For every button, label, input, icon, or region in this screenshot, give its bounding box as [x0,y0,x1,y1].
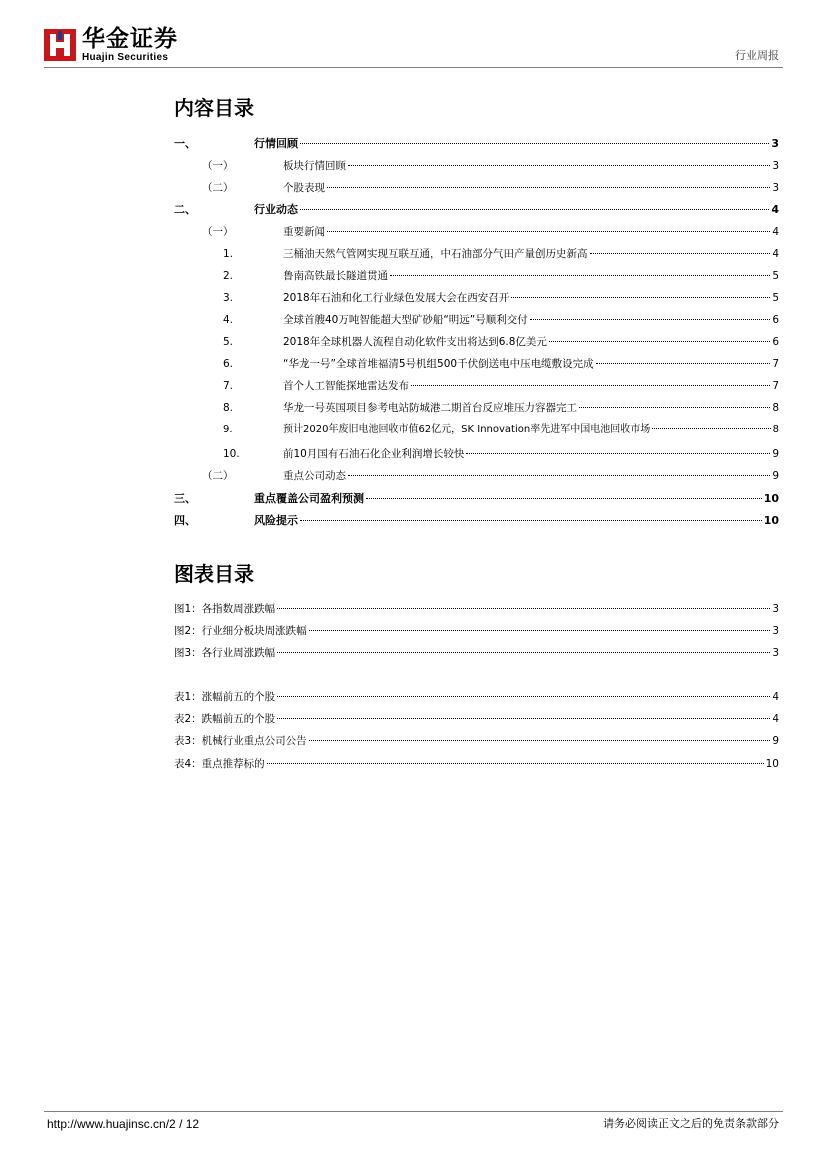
dot-leader [596,363,771,364]
dot-leader [466,453,770,454]
dot-leader [327,231,770,232]
toc-entry[interactable] [174,400,779,416]
dot-leader [530,319,771,320]
toc-entry-text: 行业动态 [254,203,298,216]
toc-entry[interactable] [174,158,779,174]
toc-entry-number: 10. [223,448,240,460]
company-name-en: Huajin Securities [82,52,169,63]
figure-entry-text: 图3：各行业周涨跌幅 [174,647,276,659]
table-entry-page: 4 [772,691,779,703]
dot-leader [300,520,762,521]
toc-entry-text: 首个人工智能探地雷达发布 [283,380,409,392]
toc-entry-page: 8 [772,402,779,414]
table-entry-text: 表2：跌幅前五的个股 [174,713,276,725]
dot-leader [300,209,769,210]
toc-entry-text: “华龙一号”全球首堆福清5号机组500千伏倒送电中压电缆敷设完成 [283,358,594,370]
dot-leader [348,475,770,476]
toc-entry-number: （一） [202,160,234,172]
toc-entry-number: 9. [223,424,233,435]
toc-entry-page: 5 [772,292,779,304]
toc-entry-number: （一） [202,226,234,238]
toc-entry-number: （二） [202,182,234,194]
figure-entry-page: 3 [772,647,779,659]
dot-leader [277,696,770,697]
dot-leader [390,275,770,276]
toc-entry-text: 风险提示 [254,514,298,527]
dot-leader [590,253,771,254]
toc-entry-text: 华龙一号英国项目参考电站防城港二期首台反应堆压力容器完工 [283,402,577,414]
toc-entry-text: 鲁南高铁最长隧道贯通 [283,270,388,282]
table-entry-page: 4 [772,713,779,725]
toc-entry-page: 10 [763,514,779,527]
toc-entry-text: 预计2020年废旧电池回收市值62亿元，SK Innovation率先进军中国电池回收市场 [283,424,651,435]
toc-entry-number: 1. [223,248,234,260]
figure-entry-page: 3 [772,603,779,615]
dot-leader [579,407,770,408]
toc-entry-number: 6. [223,358,234,370]
dot-leader [309,630,771,631]
toc-entry-number: 二、 [174,203,196,216]
dot-leader [277,652,770,653]
dot-leader [277,608,770,609]
toc-entry-page: 3 [772,182,779,194]
toc-entry[interactable] [174,180,779,196]
toc-entry-text: 2018年石油和化工行业绿色发展大会在西安召开 [283,292,510,304]
toc-entry-page: 9 [772,448,779,460]
dot-leader [277,718,770,719]
toc-entry-page: 7 [772,358,779,370]
toc-entry-page: 10 [763,492,779,505]
toc-entry-page: 4 [772,248,779,260]
toc-entry[interactable] [174,468,779,484]
toc-entry-page: 6 [772,314,779,326]
toc-entry-number: 4. [223,314,234,326]
toc-entry-number: （二） [202,470,234,482]
toc-entry-page: 3 [772,160,779,172]
report-type: 行业周报 [735,49,779,62]
toc-entry-text: 个股表现 [283,182,325,194]
toc-entry-number: 2. [223,270,234,282]
footer-url-page: http://www.huajinsc.cn/2 / 12 [47,1117,200,1131]
toc-entry[interactable] [174,224,779,240]
table-entry[interactable] [174,689,779,705]
toc-entry-number: 8. [223,402,234,414]
toc-entry[interactable] [174,290,779,306]
table-entry-text: 表4：重点推荐标的 [174,758,265,770]
toc-entry[interactable] [174,446,779,462]
table-entry-text: 表1：涨幅前五的个股 [174,691,276,703]
figure-entry-text: 图2：行业细分板块周涨跌幅 [174,625,307,637]
dot-leader [366,498,762,499]
toc-entry[interactable] [174,422,779,438]
toc-entry-text: 前10月国有石油石化企业利润增长较快 [283,448,465,460]
toc-entry[interactable] [174,334,779,350]
dot-leader [300,143,769,144]
dot-leader [549,341,770,342]
table-entry-page: 10 [765,758,779,770]
toc-entry[interactable] [174,246,779,262]
huajin-logo-icon [44,29,76,61]
header-divider [44,67,783,68]
toc-entry-number: 三、 [174,492,196,505]
toc-entry-text: 全球首艘40万吨智能超大型矿砂船“明远”号顺利交付 [283,314,528,326]
toc-entry-page: 8 [772,424,779,435]
toc-title: 内容目录 [174,96,254,120]
toc-entry-page: 9 [772,470,779,482]
figure-entry[interactable] [174,601,779,617]
dot-leader [267,763,764,764]
figure-entry-text: 图1：各指数周涨跌幅 [174,603,276,615]
figure-entry[interactable] [174,645,779,661]
toc-entry-page: 4 [772,226,779,238]
toc-entry[interactable] [174,491,779,507]
toc-entry-page: 7 [772,380,779,392]
toc-entry-text: 重要新闻 [283,226,325,238]
toc-entry[interactable] [174,312,779,328]
table-entry[interactable] [174,756,779,772]
footer-disclaimer: 请务必阅读正文之后的免责条款部分 [603,1117,779,1130]
figure-entry-page: 3 [772,625,779,637]
toc-entry[interactable] [174,268,779,284]
dot-leader [652,428,770,429]
toc-entry-page: 3 [771,137,779,150]
dot-leader [309,740,771,741]
toc-entry-text: 板块行情回顾 [283,160,346,172]
toc-entry-number: 7. [223,380,234,392]
dot-leader [327,187,770,188]
company-name-cn: 华金证券 [82,26,178,52]
table-entry-text: 表3：机械行业重点公司公告 [174,735,307,747]
toc-entry[interactable] [174,378,779,394]
toc-entry-page: 6 [772,336,779,348]
toc-entry-page: 5 [772,270,779,282]
toc-entry[interactable] [174,356,779,372]
dot-leader [348,165,770,166]
toc-entry[interactable] [174,513,779,529]
figure-entry[interactable] [174,623,779,639]
table-entry[interactable] [174,733,779,749]
table-entry-page: 9 [772,735,779,747]
toc-entry-text: 重点覆盖公司盈利预测 [254,492,364,505]
toc-entry-number: 一、 [174,137,196,150]
toc-entry-text: 重点公司动态 [283,470,346,482]
dot-leader [511,297,770,298]
toc-entry-number: 3. [223,292,234,304]
toc-entry[interactable] [174,136,779,152]
figures-toc-title: 图表目录 [174,562,254,586]
toc-entry-page: 4 [771,203,779,216]
toc-entry-number: 四、 [174,514,196,527]
table-entry[interactable] [174,711,779,727]
dot-leader [411,385,770,386]
toc-entry-number: 5. [223,336,234,348]
toc-entry[interactable] [174,202,779,218]
footer-divider [44,1111,783,1112]
toc-entry-text: 三桶油天然气管网实现互联互通，中石油部分气田产量创历史新高 [283,248,588,260]
toc-entry-text: 2018年全球机器人流程自动化软件支出将达到6.8亿美元 [283,336,547,348]
toc-entry-text: 行情回顾 [254,137,298,150]
